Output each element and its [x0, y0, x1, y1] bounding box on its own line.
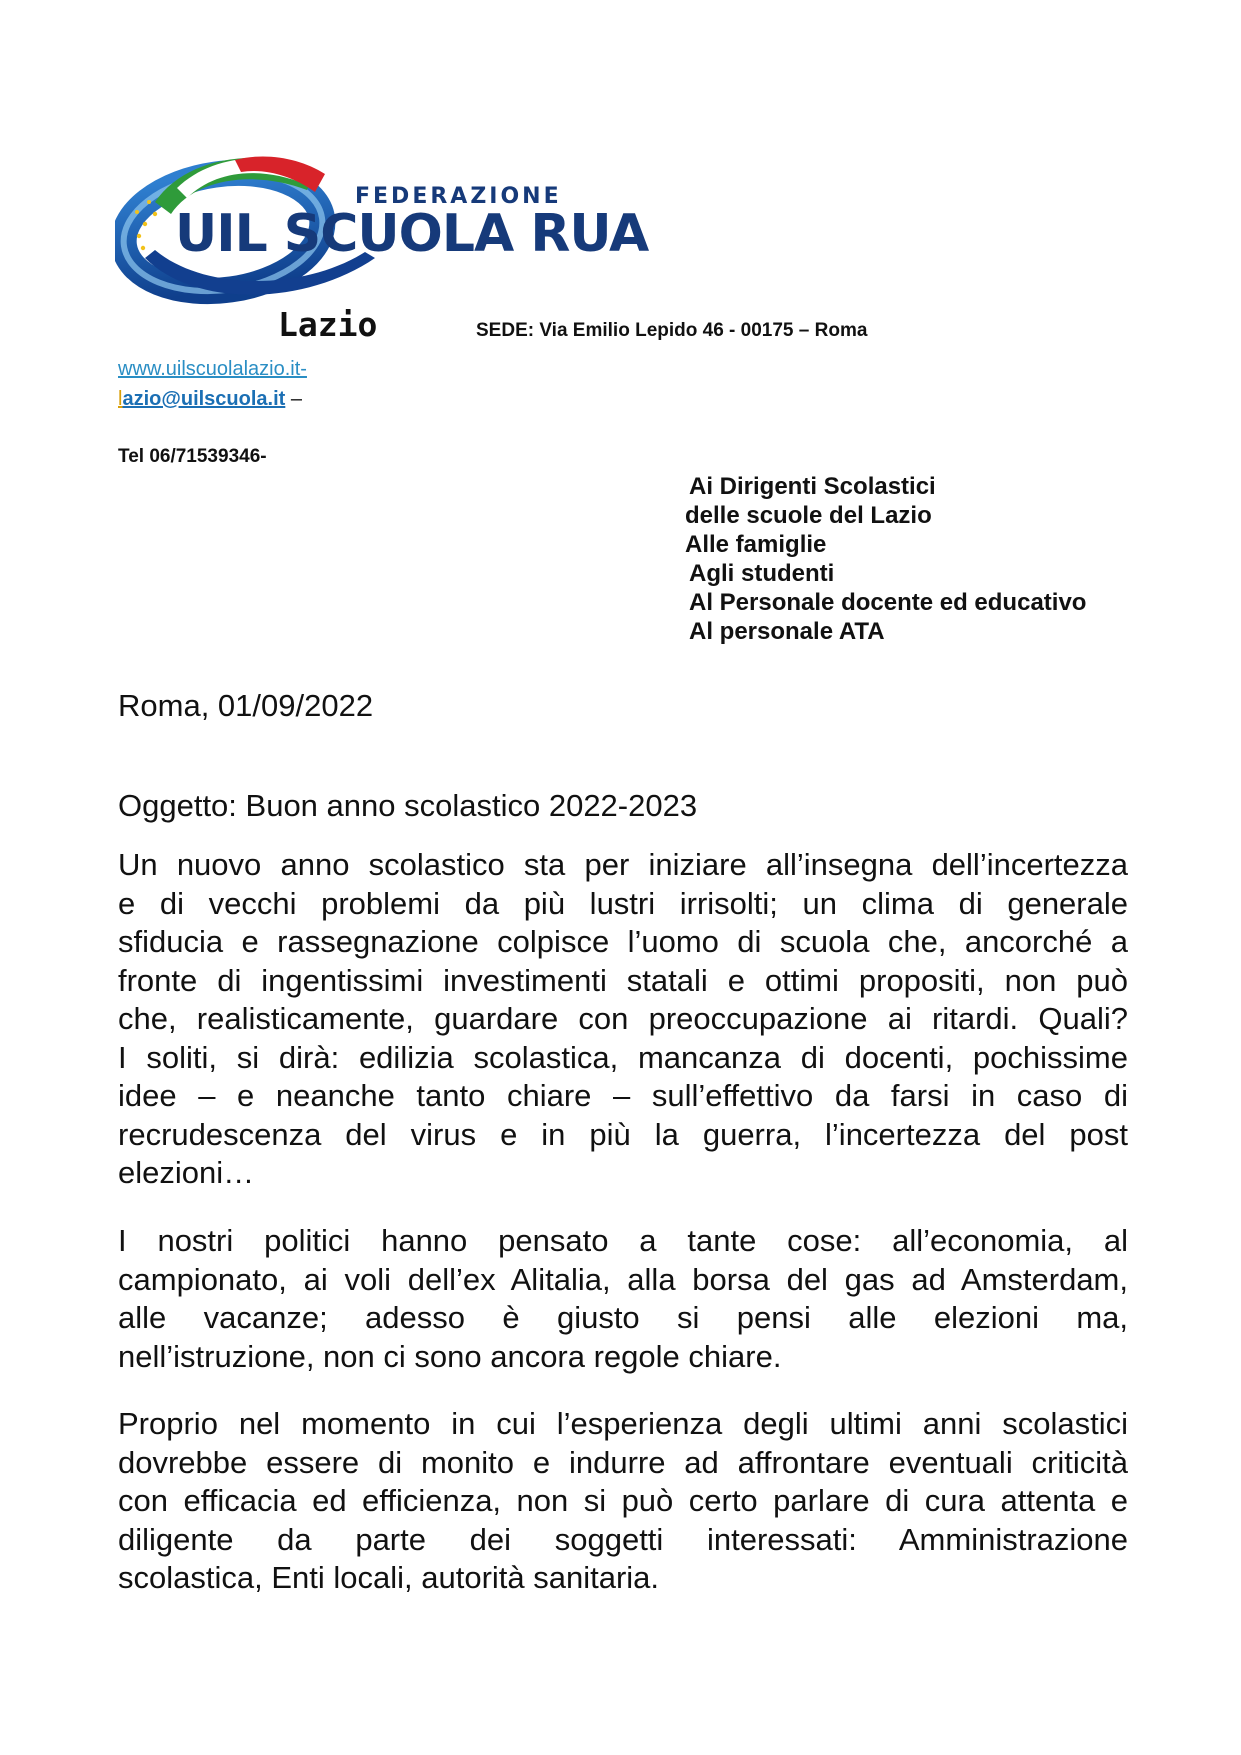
paragraph-line: elezioni…	[118, 1155, 255, 1190]
email-link[interactable]	[118, 388, 285, 410]
uil-scuola-logo	[115, 140, 649, 310]
paragraph-line: I soliti, si dirà: edilizia scolastica, mancanza di docenti, pochissime	[118, 1039, 1128, 1075]
recipient-line: Agli studenti	[689, 560, 835, 587]
paragraph-line: campionato, ai voli dell’ex Alitalia, alla borsa del gas ad Amsterdam,	[118, 1261, 1128, 1297]
paragraph-line: dovrebbe essere di monito e indurre ad affrontare eventuali criticità	[118, 1444, 1128, 1480]
recipient-line: Alle famiglie	[685, 531, 827, 558]
paragraph-line: alle vacanze; adesso è giusto si pensi alle elezioni ma,	[118, 1300, 1128, 1335]
body-paragraph-2	[118, 1222, 1128, 1376]
paragraph-line: I nostri politici hanno pensato a tante cose: all’economia, al	[118, 1223, 1128, 1258]
paragraph-line: e di vecchi problemi da più lustri irrisolti; un clima di generale	[118, 885, 1128, 921]
paragraph-line: diligente da parte dei soggetti interessati: Amministrazione	[118, 1521, 1128, 1557]
recipient-line: delle scuole del Lazio	[685, 502, 932, 529]
recipient-line: Al Personale docente ed educativo	[689, 589, 1087, 616]
recipients-block	[685, 472, 1086, 646]
recipient-line: Ai Dirigenti Scolastici	[689, 473, 936, 500]
email-row	[118, 388, 302, 411]
email-link-first-letter: l	[118, 388, 123, 410]
logo-brand-text: UIL SCUOLA RUA	[175, 204, 649, 264]
address: SEDE: Via Emilio Lepido 46 - 00175 – Roma	[476, 320, 868, 341]
paragraph-line: Proprio nel momento in cui l’esperienza degli ultimi anni scolastici	[118, 1406, 1128, 1441]
body-paragraph-3	[118, 1405, 1128, 1598]
paragraph-line: fronte di ingentissimi investimenti statali e ottimi propositi, non può	[118, 962, 1128, 998]
phone-number: Tel 06/71539346-	[118, 446, 267, 467]
paragraph-line: nell’istruzione, non ci sono ancora regole chiare.	[118, 1338, 782, 1374]
paragraph-line: con efficacia ed efficienza, non si può certo parlare di cura attenta e	[118, 1483, 1128, 1518]
logo-federazione-text: FEDERAZIONE	[355, 184, 562, 209]
letter-subject: Oggetto: Buon anno scolastico 2022-2023	[118, 788, 698, 823]
paragraph-line: sfiducia e rassegnazione colpisce l’uomo di scuola che, ancorché a	[118, 924, 1128, 959]
region-name: Lazio	[278, 305, 378, 344]
paragraph-line: idee – e neanche tanto chiare – sull’effettivo da farsi in caso di	[118, 1078, 1128, 1113]
paragraph-line: scolastica, Enti locali, autorità sanitaria.	[118, 1560, 660, 1595]
email-suffix: –	[285, 388, 303, 410]
website-link[interactable]: www.uilscuolalazio.it-	[118, 358, 307, 380]
email-link-rest: azio@uilscuola.it	[122, 388, 286, 410]
recipient-line: Al personale ATA	[689, 618, 885, 645]
paragraph-line: che, realisticamente, guardare con preoccupazione ai ritardi. Quali?	[118, 1001, 1128, 1036]
paragraph-line: recrudescenza del virus e in più la guerra, l’incertezza del post	[118, 1116, 1128, 1152]
paragraph-line: Un nuovo anno scolastico sta per iniziare all’insegna dell’incertezza	[118, 847, 1128, 882]
letter-date: Roma, 01/09/2022	[118, 688, 374, 723]
body-paragraph-1	[118, 846, 1128, 1193]
